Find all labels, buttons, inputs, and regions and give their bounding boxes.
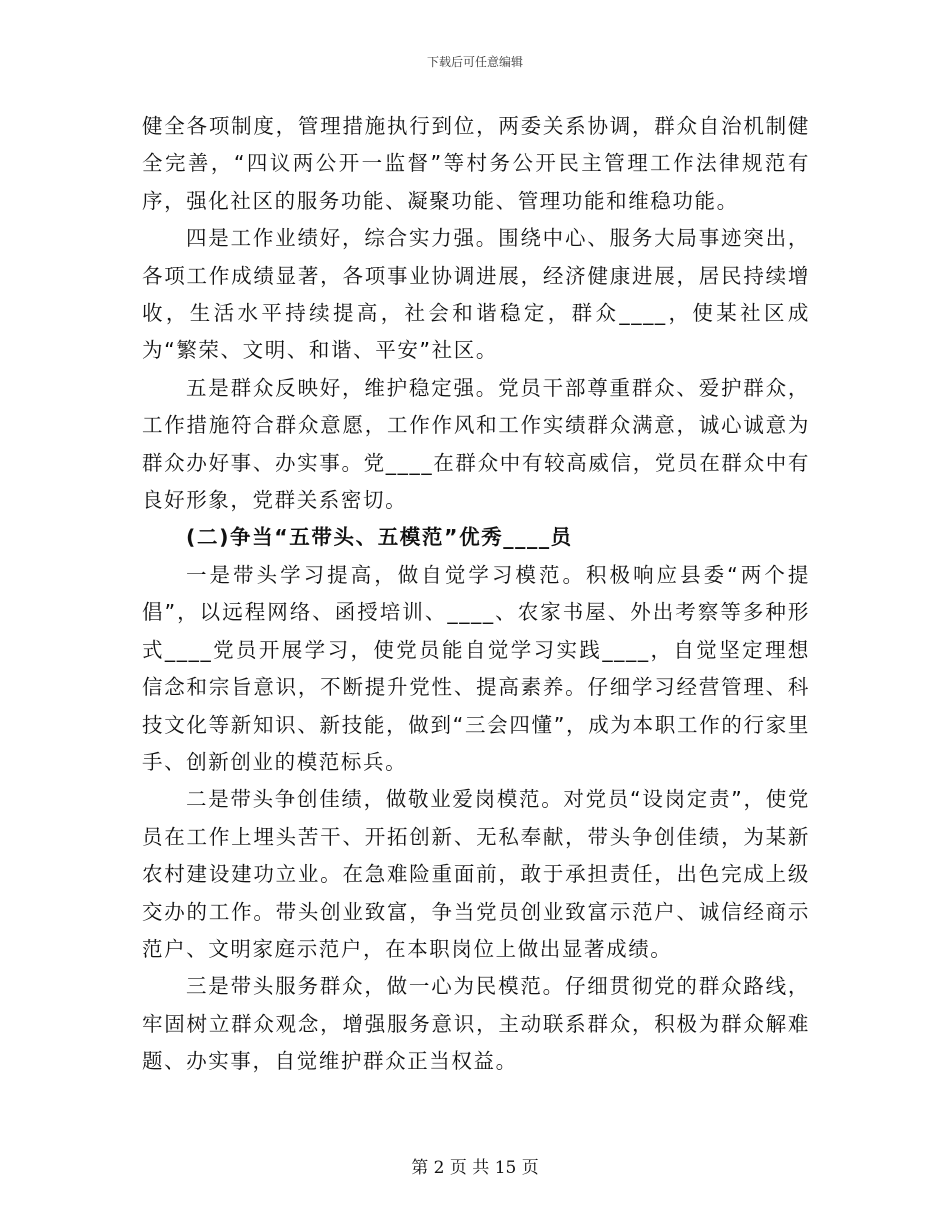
paragraph-two: 二是带头争创佳绩，做敬业爱岗模范。对党员“设岗定责”，使党员在工作上埋头苦干、开拓创新、无私奉献，带头争创佳绩，为某新农村建设建功立业。在急难险重面前，敢于承担责任，出色完成上级交办的工作。带头创业致富，争当党员创业致富示范户、诚信经商示范户、文明家庭示范户，在本职岗位上做出显著成绩。: [142, 787, 810, 961]
page-number: 第 2 页 共 15 页: [411, 1158, 539, 1178]
section-heading: (二)争当“五带头、五模范”优秀____员: [186, 525, 573, 550]
paragraph-five: 五是群众反映好，维护稳定强。党员干部尊重群众、爱护群众，工作措施符合群众意愿，工作作风和工作实绩群众满意，诚心诚意为群众办好事、办实事。党____在群众中有较高威信，党员在群众中有良好形象，党群关系密切。: [142, 375, 810, 513]
paragraph-continuation: 健全各项制度，管理措施执行到位，两委关系协调，群众自治机制健全完善，“四议两公开一监督”等村务公开民主管理工作法律规范有序，强化社区的服务功能、凝聚功能、管理功能和维稳功能。: [142, 114, 810, 213]
paragraph-four: 四是工作业绩好，综合实力强。围绕中心、服务大局事迹突出，各项工作成绩显著，各项事业协调进展，经济健康进展，居民持续增收，生活水平持续提高，社会和谐稳定，群众____，使某社区成为“繁荣、文明、和谐、平安”社区。: [142, 226, 810, 363]
header-note: 下载后可任意编辑: [426, 55, 523, 69]
paragraph-three: 三是带头服务群众，做一心为民模范。仔细贯彻党的群众路线，牢固树立群众观念，增强服务意识，主动联系群众，积极为群众解难题、办实事，自觉维护群众正当权益。: [142, 974, 810, 1074]
document-body: [142, 108, 810, 1081]
paragraph-one: 一是带头学习提高，做自觉学习模范。积极响应县委“两个提倡”，以远程网络、函授培训、____、农家书屋、外出考察等多种形式____党员开展学习，使党员能自觉学习实践____，自觉坚定理想信念和宗旨意识，不断提升党性、提高素养。仔细学习经营管理、科技文化等新知识、新技能，做到“三会四懂”，成为本职工作的行家里手、创新创业的模范标兵。: [142, 562, 810, 774]
